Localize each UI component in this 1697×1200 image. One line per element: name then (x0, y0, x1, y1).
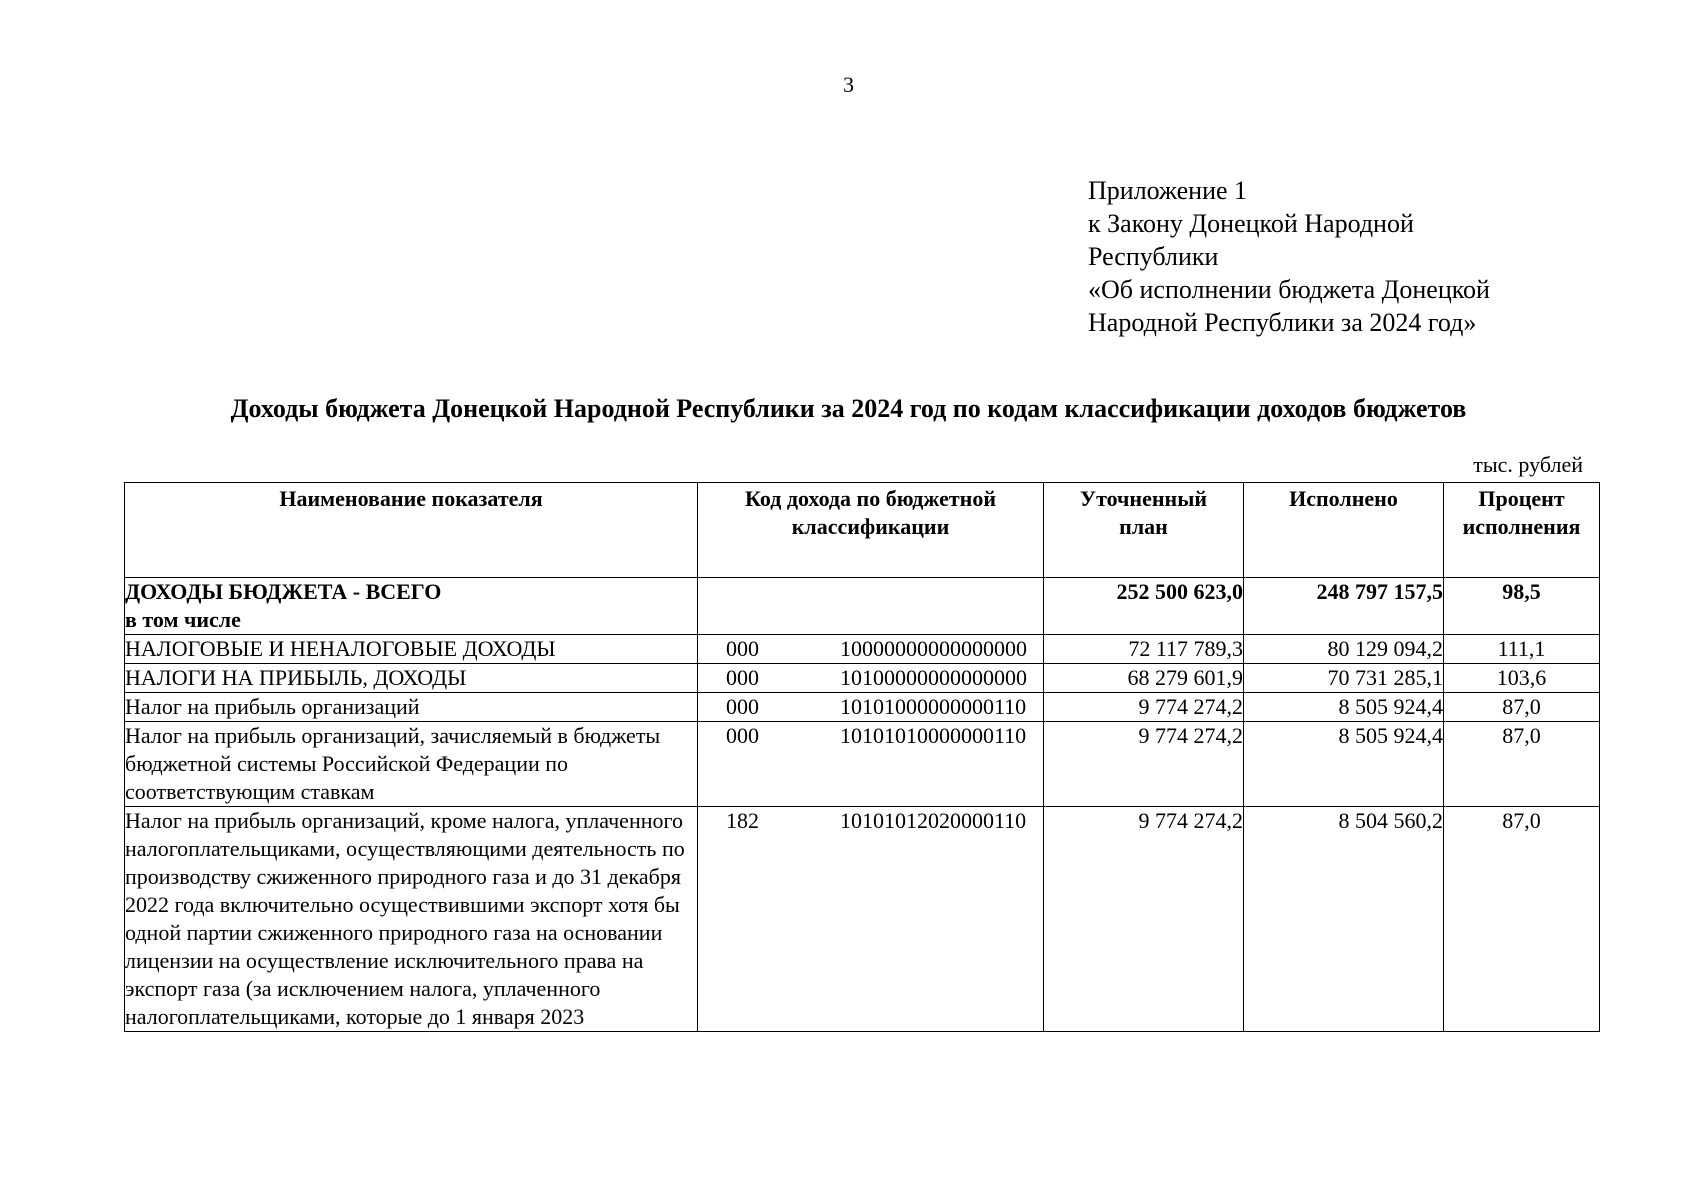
row-admin-code: 000 (726, 694, 759, 719)
row-income-code: 10100000000000000 (840, 665, 1027, 690)
row-plan: 9 774 274,2 (1044, 722, 1244, 807)
appendix-line: Приложение 1 (1088, 176, 1248, 205)
row-executed: 8 504 560,2 (1244, 807, 1444, 1032)
header-name: Наименование показателя (125, 483, 698, 578)
appendix-line: Республики (1088, 242, 1219, 271)
row-code-cell (698, 664, 1044, 693)
row-plan: 9 774 274,2 (1044, 807, 1244, 1032)
total-subname: в том числе (125, 607, 241, 632)
row-executed: 8 505 924,4 (1244, 693, 1444, 722)
table-row-total (125, 578, 1600, 635)
row-code-cell (698, 722, 1044, 807)
row-admin-code: 182 (726, 808, 759, 833)
row-income-code: 10101000000000110 (840, 694, 1027, 719)
row-percent: 87,0 (1444, 807, 1600, 1032)
table-row (125, 807, 1600, 1032)
header-percent: Процент исполнения (1444, 483, 1600, 578)
row-percent: 103,6 (1444, 664, 1600, 693)
row-code-cell (698, 807, 1044, 1032)
header-plan: Уточненный план (1044, 483, 1244, 578)
table-header-row (125, 483, 1600, 578)
units-label: тыс. рублей (1473, 452, 1583, 477)
row-admin-code: 000 (726, 636, 759, 661)
document-title: Доходы бюджета Донецкой Народной Республики за 2024 год по кодам классификации доходов бюджетов (230, 394, 1467, 423)
table-row (125, 693, 1600, 722)
total-name: ДОХОДЫ БЮДЖЕТА - ВСЕГО (125, 579, 442, 604)
row-executed: 70 731 285,1 (1244, 664, 1444, 693)
total-executed: 248 797 157,5 (1244, 578, 1444, 635)
total-name-cell (125, 578, 698, 635)
row-code-cell (698, 635, 1044, 664)
row-percent: 87,0 (1444, 722, 1600, 807)
row-name: НАЛОГОВЫЕ И НЕНАЛОГОВЫЕ ДОХОДЫ (125, 635, 698, 664)
row-income-code: 10101010000000110 (840, 723, 1027, 748)
total-percent: 98,5 (1444, 578, 1600, 635)
table-row (125, 635, 1600, 664)
row-admin-code: 000 (726, 723, 759, 748)
table-row (125, 664, 1600, 693)
appendix-line: «Об исполнении бюджета Донецкой (1088, 275, 1490, 304)
row-name: Налог на прибыль организаций, зачисляемый в бюджеты бюджетной системы Российской Федерации по соответствующим ставкам (125, 722, 698, 807)
row-name: Налог на прибыль организаций (125, 693, 698, 722)
income-table (124, 482, 1600, 1032)
row-name: Налог на прибыль организаций, кроме налога, уплаченного налогоплательщиками, осуществляющими деятельность по производству сжиженного природного газа и до 31 декабря 2022 года включительно осуществившими экспорт хотя бы одной партии сжиженного природного газа на основании лицензии на осуществление исключительного права на экспорт газа (за исключением налога, уплаченного налогоплательщиками, которые до 1 января 2023 (125, 807, 698, 1032)
row-income-code: 10101012020000110 (840, 808, 1027, 833)
row-executed: 80 129 094,2 (1244, 635, 1444, 664)
row-executed: 8 505 924,4 (1244, 722, 1444, 807)
row-plan: 72 117 789,3 (1044, 635, 1244, 664)
appendix-line: к Закону Донецкой Народной (1088, 209, 1414, 238)
row-plan: 68 279 601,9 (1044, 664, 1244, 693)
row-admin-code: 000 (726, 665, 759, 690)
total-plan: 252 500 623,0 (1044, 578, 1244, 635)
table-row (125, 722, 1600, 807)
row-name: НАЛОГИ НА ПРИБЫЛЬ, ДОХОДЫ (125, 664, 698, 693)
row-plan: 9 774 274,2 (1044, 693, 1244, 722)
appendix-note (1088, 174, 1490, 339)
total-code-cell (698, 578, 1044, 635)
row-income-code: 10000000000000000 (840, 636, 1027, 661)
row-percent: 87,0 (1444, 693, 1600, 722)
row-code-cell (698, 693, 1044, 722)
appendix-line: Народной Республики за 2024 год» (1088, 308, 1477, 337)
header-code: Код дохода по бюджетной классификации (698, 483, 1044, 578)
header-executed: Исполнено (1244, 483, 1444, 578)
page-number: 3 (843, 72, 854, 97)
row-percent: 111,1 (1444, 635, 1600, 664)
